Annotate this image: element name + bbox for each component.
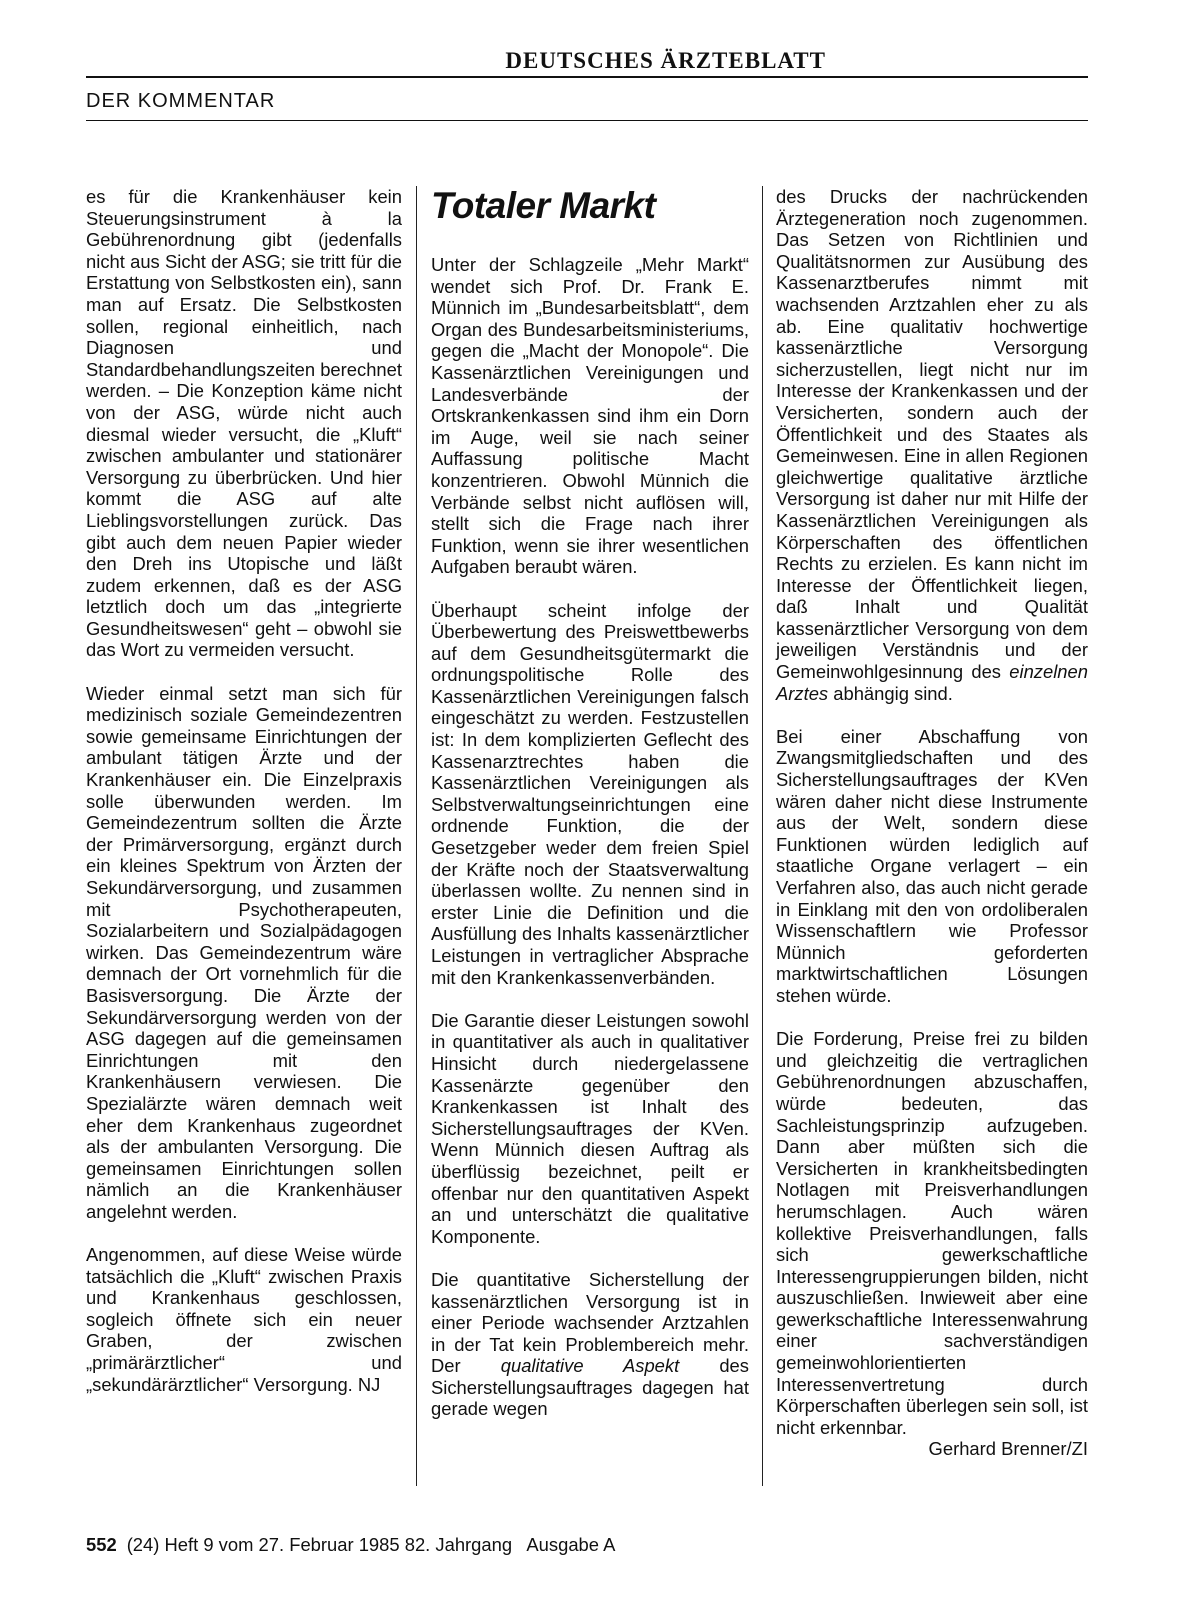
paragraph: Angenommen, auf diese Weise würde tatsächlich die „Kluft“ zwischen Praxis und Krankenhaus geschlossen, sogleich öffnete sich ein neuer Graben, der zwischen „primärärztlicher“ und „sekundärärztlicher“ Versorgung. NJ: [86, 1244, 402, 1395]
page-footer: [86, 1534, 615, 1556]
article-headline: Totaler Markt: [431, 185, 656, 226]
issue-info: (24) Heft 9 vom 27. Februar 1985 82. Jahrgang Ausgabe A: [126, 1534, 616, 1555]
masthead: [86, 48, 1088, 78]
paragraph: es für die Krankenhäuser kein Steuerungsinstrument à la Gebührenordnung gibt (jedenfalls nicht aus Sicht der ASG; sie tritt für die Erstattung von Selbstkosten ein), sann man auf Ersatz. Die Selbstkosten sollen, regional einheitlich, nach Diagnosen und Standardbehandlungszeiten berechnet werden. – Die Konzeption käme nicht von der ASG, würde nicht auch diesmal wieder versucht, die „Kluft“ zwischen ambulanter und stationärer Versorgung zu überbrücken. Und hier kommt die ASG auf alte Lieblingsvorstellungen zurück. Das gibt auch dem neuen Papier wieder den Dreh ins Utopische und läßt zudem erkennen, daß es der ASG letztlich doch um das „integrierte Gesundheitswesen“ geht – obwohl sie das Wort zu vermeiden versucht.: [86, 186, 402, 661]
page-number: 552: [86, 1534, 117, 1555]
publication-title: DEUTSCHES ÄRZTEBLATT: [505, 48, 826, 73]
author-signature: Gerhard Brenner/ZI: [928, 1438, 1088, 1460]
paragraph: Überhaupt scheint infolge der Überbewertung des Preiswettbewerbs auf dem Gesundheitsgütermarkt die ordnungspolitische Rolle des Kassenärztlichen Vereinigungen falsch eingeschätzt zu werden. Festzustellen ist: In dem komplizierten Geflecht des Kassenarztrechtes haben die Kassenärztlichen Vereinigungen als Selbstverwaltungseinrichtungen eine ordnende Funktion, die der Gesetzgeber weder dem freien Spiel der Kräfte noch der Staatsverwaltung überlassen wollte. Zu nennen sind in erster Linie die Definition und die Ausfüllung des Inhalts kassenärztlicher Leistungen in vertraglicher Absprache mit den Krankenkassenverbänden.: [431, 599, 749, 988]
column-divider: [762, 186, 763, 1486]
paragraph: [776, 186, 1088, 704]
article-column-1: [86, 186, 402, 1395]
text-run: des Sicherstellungsauftrages dagegen hat gerade wegen: [431, 1355, 749, 1420]
paragraph: Wieder einmal setzt man sich für medizinisch soziale Gemeindezentren sowie gemeinsame Einrichtungen der ambulant tätigen Ärzte und der Krankenhäuser ein. Die Einzelpraxis solle überwunden werden. Im Gemeindezentrum sollten die Ärzte der Primärversorgung, ergänzt durch ein kleines Spektrum von Ärzten der Sekundärversorgung, und zusammen mit Psychotherapeuten, Sozialarbeitern und Sozialpädagogen wirken. Das Gemeindezentrum wäre demnach der Ort vornehmlich für die Basisversorgung. Die Ärzte der Sekundärversorgung werden von der ASG dagegen auf die gemeinsamen Einrichtungen mit den Krankenhäusern verwiesen. Die Spezialärzte wären demnach weit eher dem Krankenhaus zugeordnet als der ambulanten Versorgung. Die gemeinsamen Einrichtungen sollen nämlich an die Krankenhäuser angelehnt werden.: [86, 682, 402, 1222]
paragraph: Die Forderung, Preise frei zu bilden und gleichzeitig die vertraglichen Gebührenordnungen abzuschaffen, würde bedeuten, das Sachleistungsprinzip aufzugeben. Dann aber müßten sich die Versicherten in krankheitsbedingten Notlagen mit Preisverhandlungen herumschlagen. Auch wären kollektive Preisverhandlungen, falls sich gewerkschaftliche Interessengruppierungen bilden, nicht auszuschließen. Inwieweit aber eine gewerkschaftliche Interessenwahrung einer sachverständigen gemeinwohlorientierten Interessenvertretung durch Körperschaften überlegen sein soll, ist nicht erkennbar.: [776, 1028, 1088, 1438]
emphasis: einzelnen Arztes: [776, 661, 1088, 704]
text-run: des Drucks der nachrückenden Ärztegeneration noch zugenommen. Das Setzen von Richtlinien und Qualitätsnormen zur Ausübung des Kassenarztberufes nimmt mit wachsenden Arztzahlen eher zu als ab. Eine qualitativ hochwertige kassenärztliche Versorgung sicherzustellen, liegt nicht nur im Interesse der Krankenkassen und der Versicherten, sondern auch der Öffentlichkeit und des Staates als Gemeinwesen. Eine in allen Regionen gleichwertige qualitative ärztliche Versorgung ist daher nur mit Hilfe der Kassenärztlichen Vereinigungen als Körperschaften des öffentlichen Rechts zu erzielen. Es kann nicht im Interesse der Öffentlichkeit liegen, daß Inhalt und Qualität kassenärztlicher Versorgung von dem jeweiligen Verständnis und der Gemeinwohlgesinnung des: [776, 186, 1088, 683]
text-run: abhängig sind.: [828, 682, 953, 704]
emphasis: qualitative Aspekt: [500, 1355, 680, 1377]
paragraph: Unter der Schlagzeile „Mehr Markt“ wendet sich Prof. Dr. Frank E. Münnich im „Bundesarbeitsblatt“, dem Organ des Bundesarbeitsministeriums, gegen die „Macht der Monopole“. Die Kassenärztlichen Vereinigungen und Landesverbände der Ortskrankenkassen sind ihm ein Dorn im Auge, weil sie nach seiner Auffassung politische Macht konzentrieren. Obwohl Münnich die Verbände selbst nicht auflösen will, stellt sich die Frage nach ihrer Funktion, wenn sie ihrer wesentlichen Aufgaben beraubt wären.: [431, 254, 749, 578]
column-divider: [416, 186, 417, 1486]
paragraph: Die Garantie dieser Leistungen sowohl in quantitativer als auch in qualitativer Hinsicht durch niedergelassene Kassenärzte gegenüber den Krankenkassen ist Inhalt des Sicherstellungsauftrages der KVen. Wenn Münnich diesen Auftrag als überflüssig bezeichnet, peilt er offenbar nur den quantitativen Aspekt an und unterschätzt die qualitative Komponente.: [431, 1009, 749, 1247]
paragraph: [431, 1269, 749, 1420]
article-column-3: [776, 186, 1088, 1460]
article-column-2: [431, 186, 749, 1420]
section-divider: [86, 120, 1088, 121]
section-label: DER KOMMENTAR: [86, 90, 276, 112]
paragraph: Bei einer Abschaffung von Zwangsmitgliedschaften und des Sicherstellungsauftrages der KVen wären daher nicht diese Instrumente aus der Welt, sondern diese Funktionen würden lediglich auf staatliche Organe verlagert – ein Verfahren also, das auch nicht gerade in Einklang mit den von ordoliberalen Wissenschaftlern wie Professor Münnich geforderten marktwirtschaftlichen Lösungen stehen würde.: [776, 725, 1088, 1006]
text-run: Die quantitative Sicherstellung der kassenärztlichen Versorgung ist in einer Periode wachsender Arztzahlen in der Tat kein Problembereich mehr. Der: [431, 1268, 749, 1377]
